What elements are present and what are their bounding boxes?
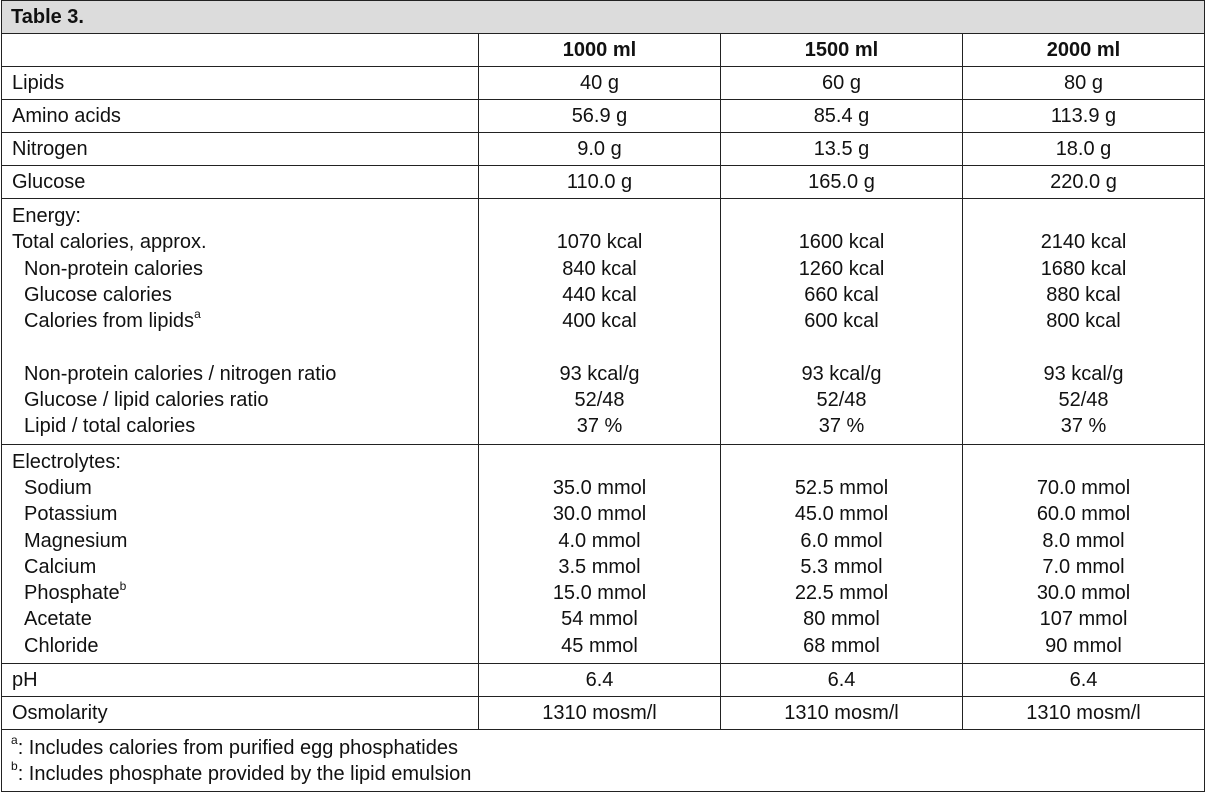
cell-value: 70.0 mmol bbox=[1036, 476, 1131, 499]
row-label: Calcium bbox=[24, 555, 97, 578]
energy-block bbox=[2, 199, 1205, 445]
row-label: Non-protein calories / nitrogen ratio bbox=[24, 362, 337, 385]
cell-value: 60.0 mmol bbox=[1036, 503, 1131, 526]
row-label: Lipids bbox=[2, 67, 479, 100]
cell-value: 440 kcal bbox=[562, 283, 637, 306]
cell-value: 6.4 bbox=[721, 664, 963, 697]
footnote-mark: a bbox=[11, 733, 18, 748]
nutrition-table bbox=[1, 0, 1205, 792]
electrolytes-values-2000 bbox=[963, 444, 1205, 663]
cell-value: 1680 kcal bbox=[1040, 257, 1127, 280]
energy-values-1000 bbox=[479, 199, 721, 445]
cell-value: 6.4 bbox=[963, 664, 1205, 697]
row-label: Magnesium bbox=[24, 529, 128, 552]
row-label-with-footnote bbox=[12, 308, 478, 334]
cell-value: 90 mmol bbox=[1045, 634, 1122, 657]
footnote-text: : Includes phosphate provided by the lipid emulsion bbox=[17, 763, 472, 786]
cell-value: 68 mmol bbox=[803, 634, 880, 657]
row-label: Sodium bbox=[24, 476, 92, 499]
row-label: Glucose / lipid calories ratio bbox=[24, 389, 269, 412]
cell-value: 13.5 g bbox=[721, 133, 963, 166]
cell-value: 5.3 mmol bbox=[800, 555, 883, 578]
cell-value: 4.0 mmol bbox=[558, 529, 641, 552]
cell-value: 35.0 mmol bbox=[552, 476, 647, 499]
cell-value: 220.0 g bbox=[963, 166, 1205, 199]
cell-value: 40 g bbox=[479, 67, 721, 100]
cell-value: 1310 mosm/l bbox=[963, 697, 1205, 730]
cell-value: 18.0 g bbox=[963, 133, 1205, 166]
cell-value: 1310 mosm/l bbox=[479, 697, 721, 730]
spacer bbox=[12, 334, 478, 360]
electrolytes-block bbox=[2, 444, 1205, 663]
table-row bbox=[2, 100, 1205, 133]
footnote-mark: b bbox=[11, 759, 18, 774]
column-header: 1000 ml bbox=[479, 34, 721, 67]
cell-value: 2140 kcal bbox=[1040, 231, 1127, 254]
row-label: Amino acids bbox=[2, 100, 479, 133]
header-empty-cell bbox=[2, 34, 479, 67]
table-container bbox=[1, 0, 1204, 792]
cell-value: 6.4 bbox=[479, 664, 721, 697]
cell-value: 400 kcal bbox=[562, 310, 637, 333]
row-label: Non-protein calories bbox=[24, 257, 203, 280]
row-label-with-footnote bbox=[12, 580, 478, 606]
cell-value: 93 kcal/g bbox=[559, 362, 640, 385]
cell-value: 107 mmol bbox=[1039, 608, 1128, 631]
electrolytes-labels bbox=[2, 444, 479, 663]
cell-value: 8.0 mmol bbox=[1042, 529, 1125, 552]
cell-value: 30.0 mmol bbox=[1036, 582, 1131, 605]
table-row bbox=[2, 133, 1205, 166]
row-label: Calories from lipids bbox=[24, 310, 195, 333]
cell-value: 45 mmol bbox=[561, 634, 638, 657]
cell-value: 93 kcal/g bbox=[1043, 362, 1124, 385]
row-label: Total calories, approx. bbox=[12, 231, 207, 254]
column-header: 2000 ml bbox=[963, 34, 1205, 67]
table-row bbox=[2, 166, 1205, 199]
cell-value: 54 mmol bbox=[561, 608, 638, 631]
row-label: Chloride bbox=[24, 634, 99, 657]
cell-value: 85.4 g bbox=[721, 100, 963, 133]
cell-value: 52.5 mmol bbox=[794, 476, 889, 499]
cell-value: 1070 kcal bbox=[556, 231, 643, 254]
electrolytes-heading: Electrolytes: bbox=[12, 450, 121, 473]
cell-value: 7.0 mmol bbox=[1042, 555, 1125, 578]
cell-value: 3.5 mmol bbox=[558, 555, 641, 578]
cell-value: 840 kcal bbox=[562, 257, 637, 280]
cell-value: 37 % bbox=[576, 415, 623, 438]
energy-values-1500 bbox=[721, 199, 963, 445]
cell-value: 800 kcal bbox=[1046, 310, 1121, 333]
cell-value: 52/48 bbox=[816, 389, 867, 412]
cell-value: 37 % bbox=[1060, 415, 1107, 438]
row-label: Nitrogen bbox=[2, 133, 479, 166]
energy-labels bbox=[2, 199, 479, 445]
row-label: Lipid / total calories bbox=[24, 415, 196, 438]
table-row bbox=[2, 67, 1205, 100]
energy-heading: Energy: bbox=[12, 205, 81, 227]
footnote bbox=[11, 735, 1195, 761]
electrolytes-values-1500 bbox=[721, 444, 963, 663]
table-row bbox=[2, 664, 1205, 697]
cell-value: 60 g bbox=[721, 67, 963, 100]
cell-value: 880 kcal bbox=[1046, 283, 1121, 306]
row-label: Osmolarity bbox=[2, 697, 479, 730]
cell-value: 660 kcal bbox=[804, 283, 879, 306]
cell-value: 110.0 g bbox=[479, 166, 721, 199]
column-header: 1500 ml bbox=[721, 34, 963, 67]
cell-value: 30.0 mmol bbox=[552, 503, 647, 526]
cell-value: 56.9 g bbox=[479, 100, 721, 133]
cell-value: 37 % bbox=[818, 415, 865, 438]
cell-value: 93 kcal/g bbox=[801, 362, 882, 385]
cell-value: 15.0 mmol bbox=[552, 582, 647, 605]
cell-value: 80 g bbox=[963, 67, 1205, 100]
cell-value: 165.0 g bbox=[721, 166, 963, 199]
footnote-mark: a bbox=[194, 306, 201, 321]
footnotes-row bbox=[2, 730, 1205, 792]
cell-value: 113.9 g bbox=[963, 100, 1205, 133]
cell-value: 52/48 bbox=[1058, 389, 1109, 412]
electrolytes-values-1000 bbox=[479, 444, 721, 663]
cell-value: 22.5 mmol bbox=[794, 582, 889, 605]
energy-values-2000 bbox=[963, 199, 1205, 445]
cell-value: 1260 kcal bbox=[798, 257, 885, 280]
footnote bbox=[11, 761, 1195, 787]
row-label: Glucose bbox=[2, 166, 479, 199]
cell-value: 45.0 mmol bbox=[794, 503, 889, 526]
cell-value: 600 kcal bbox=[804, 310, 879, 333]
cell-value: 6.0 mmol bbox=[800, 529, 883, 552]
cell-value: 1310 mosm/l bbox=[721, 697, 963, 730]
footnote-text: : Includes calories from purified egg phosphatides bbox=[17, 737, 458, 760]
row-label: Acetate bbox=[24, 608, 92, 631]
row-label: Glucose calories bbox=[24, 283, 172, 306]
cell-value: 9.0 g bbox=[479, 133, 721, 166]
cell-value: 1600 kcal bbox=[798, 231, 885, 254]
row-label: Potassium bbox=[24, 503, 118, 526]
cell-value: 80 mmol bbox=[803, 608, 880, 631]
cell-value: 52/48 bbox=[574, 389, 625, 412]
table-title: Table 3. bbox=[2, 1, 1205, 34]
header-row bbox=[2, 34, 1205, 67]
row-label: Phosphate bbox=[24, 582, 120, 605]
footnotes bbox=[2, 730, 1205, 792]
footnote-mark: b bbox=[119, 578, 127, 593]
table-row bbox=[2, 697, 1205, 730]
table-title-row bbox=[2, 1, 1205, 34]
row-label: pH bbox=[2, 664, 479, 697]
